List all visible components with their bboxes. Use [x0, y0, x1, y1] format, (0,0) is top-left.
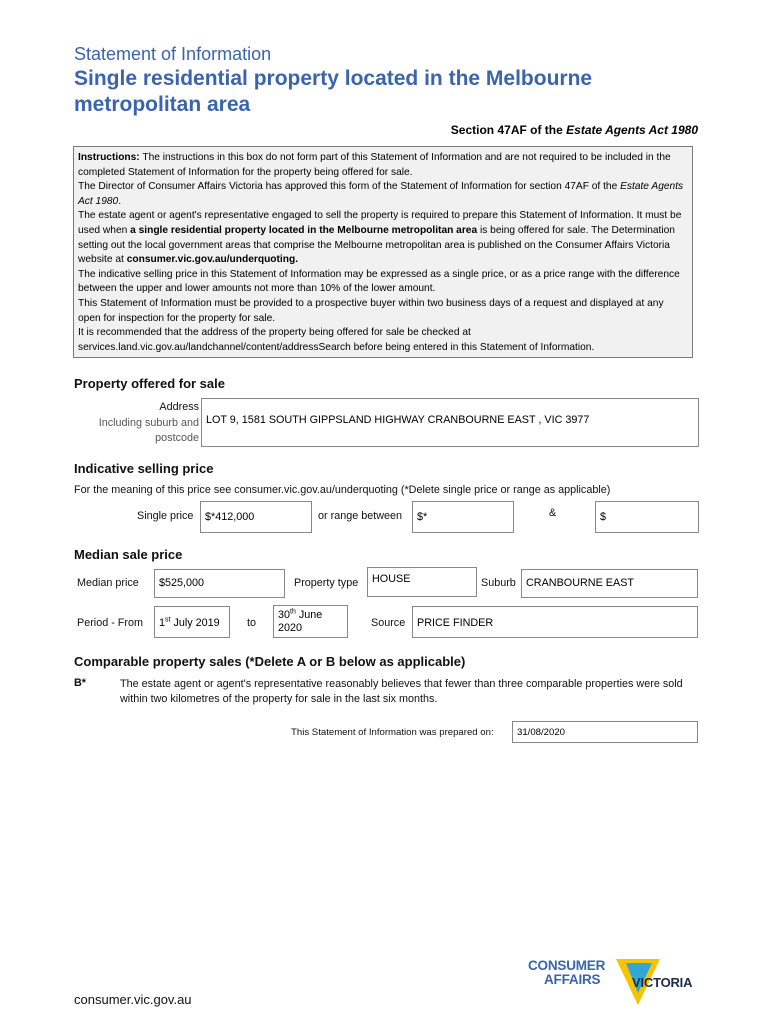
- form-subtitle: Statement of Information: [74, 44, 272, 64]
- act-name: Estate Agents Act 1980: [566, 123, 698, 137]
- comparable-option: B*: [74, 677, 86, 689]
- median-price-field[interactable]: $525,000: [154, 569, 285, 598]
- comparable-text: The estate agent or agent's representative reasonably believes that fewer than three comparable properties were sold within two kilometres of the property for sale in the last six months.: [120, 678, 683, 705]
- range-low-field[interactable]: $*: [412, 501, 514, 533]
- form-title: Single residential property located in the Melbourne metropolitan area: [74, 67, 593, 116]
- single-price-field[interactable]: $*412,000: [200, 501, 312, 533]
- address-field[interactable]: LOT 9, 1581 SOUTH GIPPSLAND HIGHWAY CRANBOURNE EAST , VIC 3977: [201, 398, 699, 447]
- instructions-para-4: The indicative selling price in this Statement of Information may be expressed as a single price, or as a price range with the difference between the upper and lower amounts not more than 10% of the lower amount.: [78, 268, 680, 295]
- indicative-note: For the meaning of this price see consumer.vic.gov.au/underquoting (*Delete single price or range as applicable): [74, 484, 611, 496]
- consumer-affairs-victoria-logo: CONSUMER AFFAIRS VICTORIA: [528, 956, 704, 1008]
- instructions-para-2: The Director of Consumer Affairs Victoria has approved this form of the Statement of Information for section 47AF of the Estate Agents Act 1980.: [78, 181, 684, 207]
- suburb-label: Suburb: [481, 577, 516, 589]
- range-label: or range between: [318, 510, 403, 522]
- section-reference: Section 47AF of the Estate Agents Act 1980: [450, 123, 698, 137]
- prepared-on-label: This Statement of Information was prepared on:: [291, 727, 494, 738]
- indicative-heading: Indicative selling price: [74, 461, 214, 476]
- range-ampersand: &: [549, 507, 557, 519]
- instructions-para-1: Instructions: The instructions in this box do not form part of this Statement of Information and are not required to be included in the completed Statement of Information for the property being offered for sale.: [78, 152, 671, 178]
- period-from-label: Period - From: [77, 617, 143, 629]
- median-price-label: Median price: [77, 577, 139, 589]
- underquoting-link[interactable]: consumer.vic.gov.au/underquoting.: [126, 254, 299, 266]
- instructions-box: [73, 146, 693, 358]
- range-high-field[interactable]: $: [595, 501, 699, 533]
- median-heading: Median sale price: [74, 547, 183, 562]
- comparable-heading: Comparable property sales (*Delete A or B below as applicable): [74, 654, 466, 669]
- instructions-para-6: It is recommended that the address of the property being offered for sale be checked at services.land.vic.gov.au/landchannel/content/addressSearch before being entered in this Statement of Information.: [78, 327, 595, 353]
- footer-url[interactable]: consumer.vic.gov.au: [74, 992, 192, 1007]
- property-heading: Property offered for sale: [74, 376, 225, 391]
- property-type-label: Property type: [294, 577, 359, 589]
- source-field[interactable]: PRICE FINDER: [412, 606, 698, 638]
- instructions-para-5: This Statement of Information must be provided to a prospective buyer within two business days of a request and displayed at any open for inspection for the property for sale.: [78, 297, 664, 324]
- period-to-field[interactable]: 30th June 2020: [273, 605, 348, 638]
- single-price-label: Single price: [137, 510, 194, 522]
- source-label: Source: [371, 617, 406, 629]
- instructions-para-3: The estate agent or agent's representative engaged to sell the property is required to prepare this Statement of Information. It must be used when a single residential property located in the Melbourne metropolitan area is being offered for sale. The Determination setting out the local government areas that comprise the Melbourne metropolitan area is published on the Consumer Affairs Victoria website at consumer.vic.gov.au/underquoting.: [78, 210, 682, 266]
- prepared-date-field[interactable]: 31/08/2020: [512, 721, 698, 743]
- period-from-field[interactable]: 1st July 2019: [154, 606, 230, 638]
- period-to-label: to: [247, 617, 257, 629]
- property-type-field[interactable]: HOUSE: [367, 567, 477, 597]
- address-label: Address Including suburb and postcode: [98, 401, 199, 444]
- suburb-field[interactable]: CRANBOURNE EAST: [521, 569, 698, 598]
